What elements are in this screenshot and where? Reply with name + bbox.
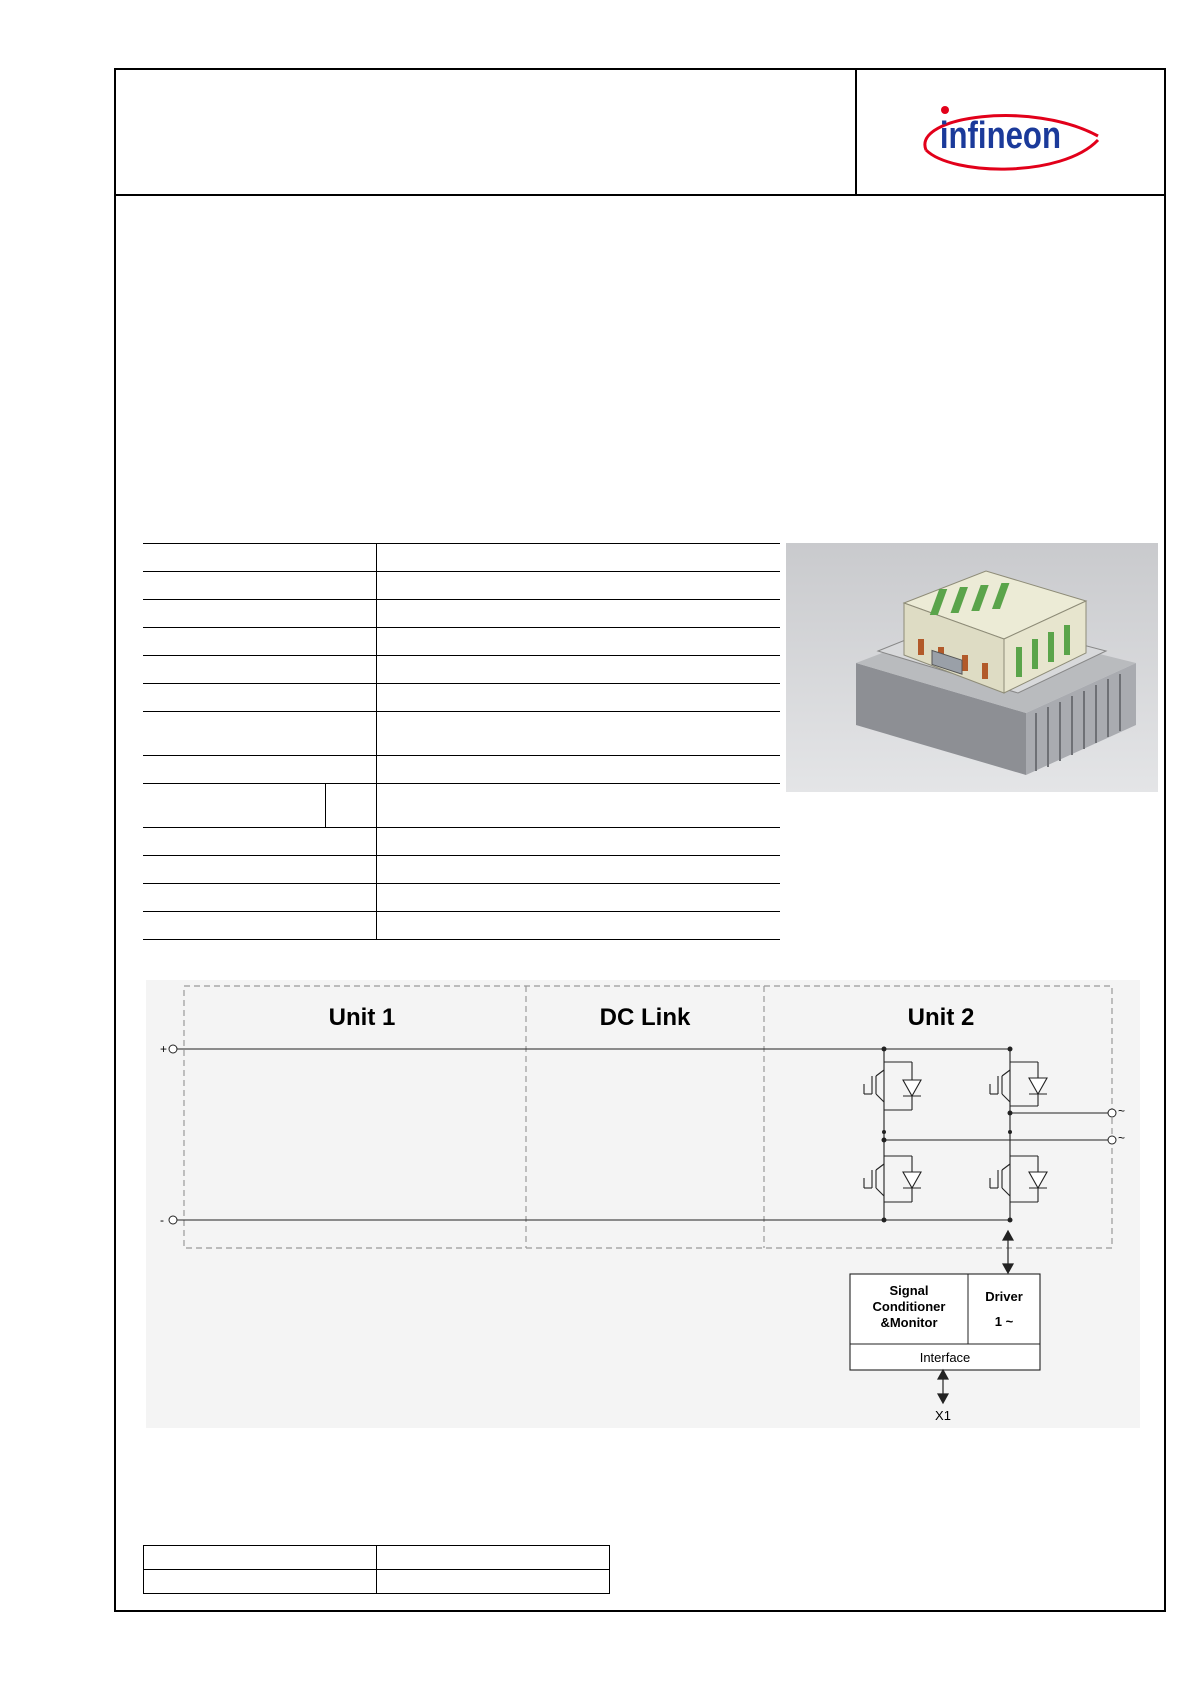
table-row <box>143 544 780 572</box>
header-logo-divider <box>855 68 857 195</box>
table-row <box>143 684 780 712</box>
table-row <box>143 756 780 784</box>
table-row <box>143 628 780 656</box>
table-cell-label <box>143 712 377 756</box>
table-cell-value <box>377 628 781 656</box>
ac-terminal-2-label: ~ <box>1118 1131 1126 1145</box>
signal-conditioner-line-2: Conditioner <box>872 1299 946 1314</box>
spec-table <box>143 543 780 940</box>
minus-terminal-label: - <box>160 1213 164 1227</box>
product-photo <box>786 543 1158 792</box>
table-cell-value <box>377 884 781 912</box>
circuit-diagram <box>146 980 1140 1428</box>
table-cell-label <box>143 572 377 600</box>
table-cell-label <box>143 600 377 628</box>
infineon-logo <box>912 96 1112 176</box>
ac-terminal-1-label: ~ <box>1118 1104 1126 1118</box>
table-cell-value <box>377 544 781 572</box>
bottom-table <box>143 1545 610 1594</box>
table-cell-sublabel <box>326 784 377 828</box>
bidirectional-arrow-icon <box>1003 1231 1013 1273</box>
interface-label: Interface <box>919 1350 971 1365</box>
table-cell-value <box>377 572 781 600</box>
signal-conditioner-line-3: &Monitor <box>880 1315 938 1330</box>
table-cell-label <box>143 656 377 684</box>
driver-label: Driver <box>985 1289 1023 1304</box>
table-cell-label <box>143 884 377 912</box>
table-row <box>143 884 780 912</box>
table-cell-label <box>144 1570 377 1594</box>
table-row <box>143 828 780 856</box>
table-cell-label <box>144 1546 377 1570</box>
igbt-leg-2-top-icon <box>990 1062 1047 1106</box>
minus-terminal-icon <box>169 1216 177 1224</box>
table-cell-label <box>143 912 377 940</box>
header-divider <box>114 194 1166 196</box>
section-title-dc-link: DC Link <box>599 1004 691 1031</box>
table-cell-value <box>377 1546 610 1570</box>
table-cell-label <box>143 828 377 856</box>
table-cell-label <box>143 544 377 572</box>
igbt-leg-1-top-icon <box>864 1062 921 1110</box>
table-row <box>143 572 780 600</box>
plus-terminal-label: + <box>160 1042 168 1056</box>
table-cell-value <box>377 828 781 856</box>
table-row <box>143 784 780 828</box>
table-row <box>144 1570 610 1594</box>
table-row <box>143 656 780 684</box>
table-cell-label <box>143 784 326 828</box>
ac-terminal-1-icon <box>1108 1109 1116 1117</box>
table-cell-value <box>377 756 781 784</box>
section-title-unit-2: Unit 2 <box>907 1004 975 1031</box>
table-row <box>143 600 780 628</box>
igbt-leg-2-bottom-icon <box>990 1156 1047 1202</box>
section-title-unit-1: Unit 1 <box>328 1004 396 1031</box>
control-block <box>850 1274 1040 1370</box>
table-cell-value <box>377 712 781 756</box>
table-row <box>143 856 780 884</box>
table-cell-value <box>377 784 781 828</box>
table-cell-label <box>143 756 377 784</box>
x1-arrow-icon <box>938 1370 948 1403</box>
plus-terminal-icon <box>169 1045 177 1053</box>
table-row <box>143 912 780 940</box>
driver-phase-label: 1 ~ <box>994 1314 1014 1329</box>
signal-conditioner-line-1: Signal <box>889 1283 929 1298</box>
table-cell-label <box>143 684 377 712</box>
logo-text: infineon <box>939 115 1061 157</box>
table-cell-label <box>143 856 377 884</box>
table-cell-value <box>377 1570 610 1594</box>
igbt-leg-1-bottom-icon <box>864 1156 921 1202</box>
table-row <box>144 1546 610 1570</box>
table-row <box>143 712 780 756</box>
ac-terminal-2-icon <box>1108 1136 1116 1144</box>
x1-connector-label: X1 <box>935 1408 951 1423</box>
table-cell-value <box>377 656 781 684</box>
table-cell-value <box>377 912 781 940</box>
table-cell-value <box>377 856 781 884</box>
table-cell-label <box>143 628 377 656</box>
table-cell-value <box>377 684 781 712</box>
logo-dot <box>941 106 949 114</box>
table-cell-value <box>377 600 781 628</box>
